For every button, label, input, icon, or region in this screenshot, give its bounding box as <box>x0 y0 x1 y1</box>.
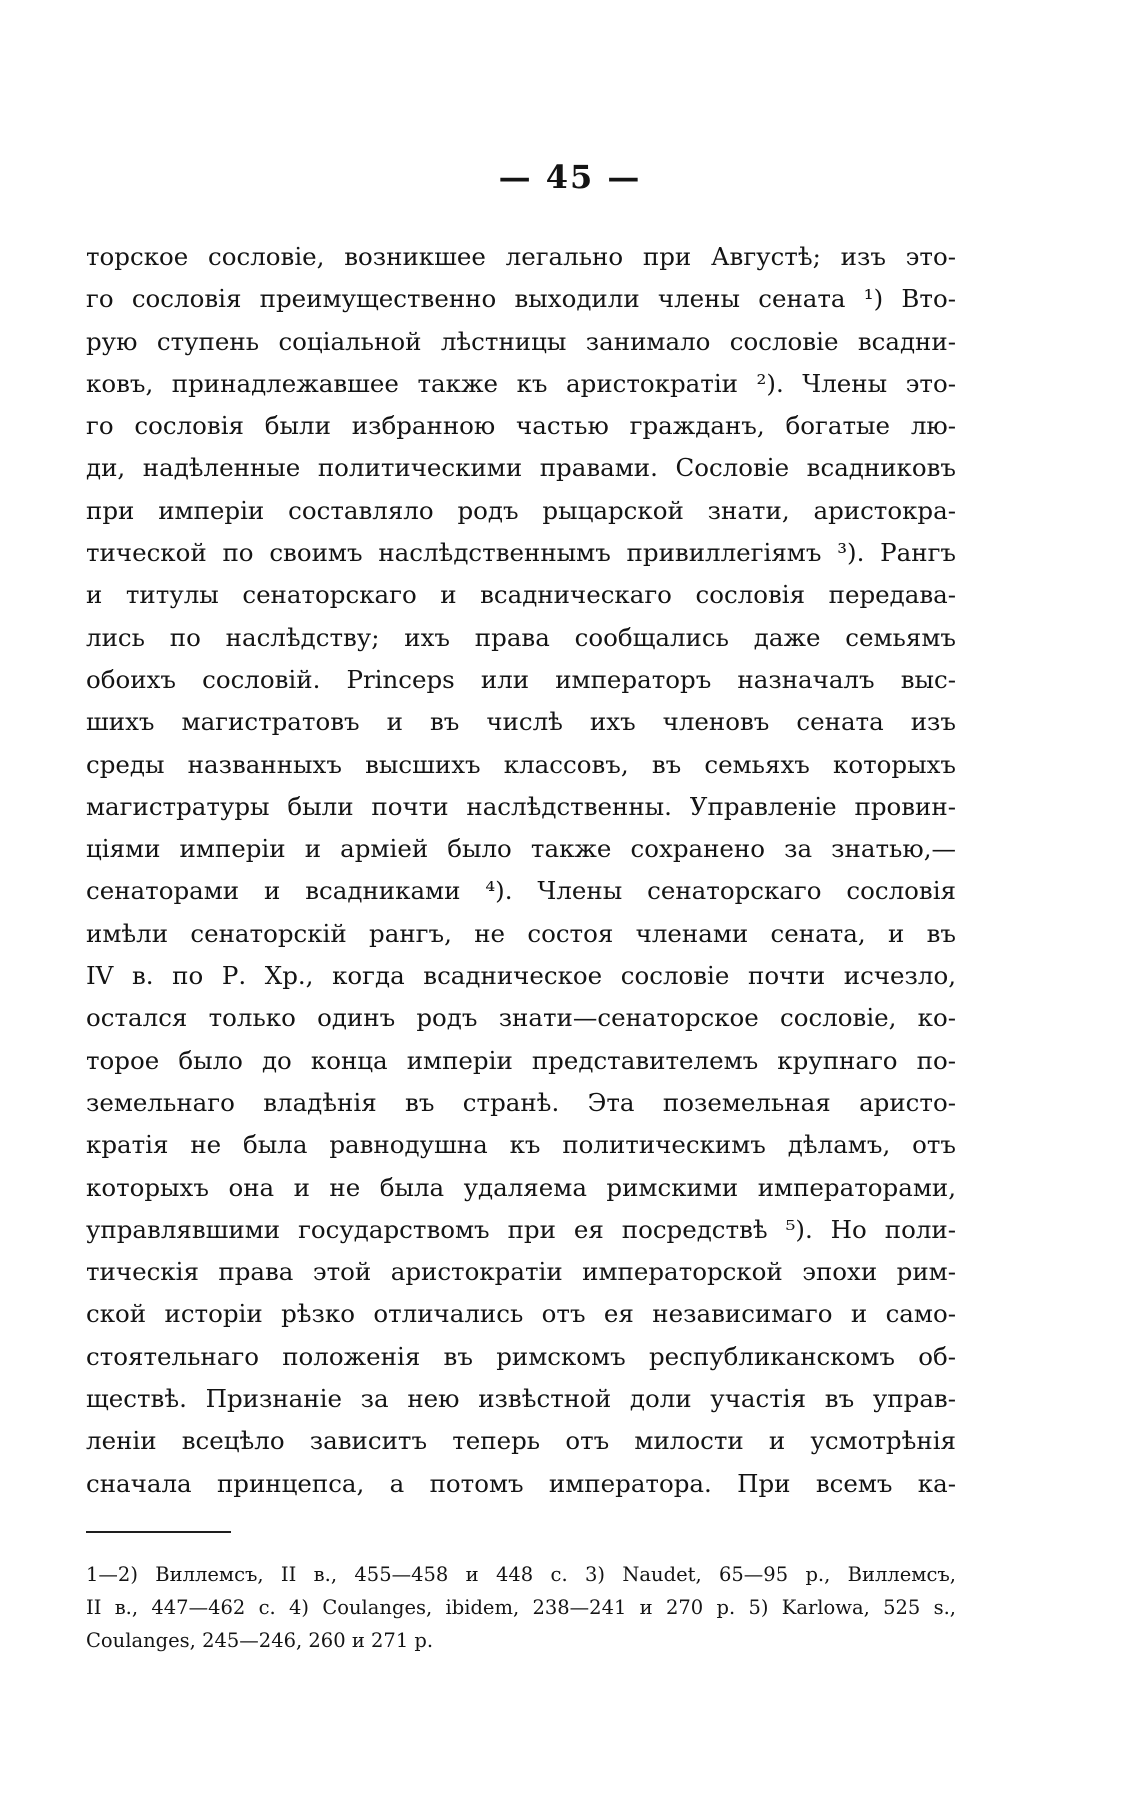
text-line: го сословія были избранною частью гражданъ, богатые лю- <box>86 411 956 441</box>
text-line: которыхъ она и не была удаляема римскими императорами, <box>86 1172 956 1202</box>
text-line: ковъ, принадлежавшее также къ аристократіи ²). Члены это- <box>86 368 956 398</box>
text-line: IV в. по Р. Хр., когда всадническое сословіе почти исчезло, <box>86 961 956 991</box>
text-line: ди, надѣленные политическими правами. Сословіе всадниковъ <box>86 453 956 483</box>
footnote-divider <box>86 1531 231 1533</box>
text-line: рую ступень соціальной лѣстницы занимало сословіе всадни- <box>86 326 956 356</box>
page-number: — 45 — <box>498 158 642 196</box>
text-line: тическія права этой аристократіи императорской эпохи рим- <box>86 1257 956 1287</box>
text-line: сенаторами и всадниками ⁴). Члены сенаторскаго сословія <box>86 876 956 906</box>
text-line: торское сословіе, возникшее легально при Августѣ; изъ это- <box>86 242 956 271</box>
footnotes <box>86 1558 956 1657</box>
text-line: стоятельнаго положенія въ римскомъ республиканскомъ об- <box>86 1341 956 1371</box>
text-line: при имперіи составляло родъ рыцарской знати, аристокра- <box>86 495 956 525</box>
text-line: и титулы сенаторскаго и всадническаго сословія передава- <box>86 580 956 610</box>
text-line: шихъ магистратовъ и въ числѣ ихъ членовъ сената изъ <box>86 707 956 737</box>
text-line: обоихъ сословій. Princeps или императоръ назначалъ выс- <box>86 664 956 694</box>
text-line: магистратуры были почти наслѣдственны. Управленіе провин- <box>86 791 956 821</box>
footnote-line: Coulanges, 245—246, 260 и 271 р. <box>86 1629 434 1652</box>
text-line: кратія не была равнодушна къ политическимъ дѣламъ, отъ <box>86 1130 956 1160</box>
text-line: остался только одинъ родъ знати—сенаторское сословіе, ко- <box>86 1003 956 1033</box>
text-line: управлявшими государствомъ при ея посредствѣ ⁵). Но поли- <box>86 1214 956 1244</box>
text-line: лись по наслѣдству; ихъ права сообщались даже семьямъ <box>86 622 956 652</box>
text-line: ществѣ. Признаніе за нею извѣстной доли участія въ управ- <box>86 1384 956 1414</box>
text-line: имѣли сенаторскій рангъ, не состоя членами сената, и въ <box>86 918 956 948</box>
text-line: леніи всецѣло зависитъ теперь отъ милости и усмотрѣнія <box>86 1426 956 1456</box>
body-text <box>86 236 956 1505</box>
text-line: ской исторіи рѣзко отличались отъ ея независимаго и само- <box>86 1299 956 1329</box>
text-line: среды названныхъ высшихъ классовъ, въ семьяхъ которыхъ <box>86 749 956 779</box>
text-line: ціями имперіи и арміей было также сохранено за знатью,— <box>86 834 956 864</box>
text-line: тической по своимъ наслѣдственнымъ привиллегіямъ ³). Рангъ <box>86 538 956 568</box>
text-line: торое было до конца имперіи представителемъ крупнаго по- <box>86 1045 956 1075</box>
text-line: го сословія преимущественно выходили члены сената ¹) Вто- <box>86 284 956 314</box>
footnote-line: II в., 447—462 с. 4) Coulanges, ibidem, 238—241 и 270 р. 5) Karlowa, 525 s., <box>86 1596 956 1619</box>
text-line: сначала принцепса, а потомъ императора. При всемъ ка- <box>86 1468 956 1498</box>
text-line: земельнаго владѣнія въ странѣ. Эта поземельная аристо- <box>86 1087 956 1117</box>
footnote-line: 1—2) Виллемсъ, II в., 455—458 и 448 с. 3) Naudet, 65—95 р., Виллемсъ, <box>86 1563 956 1586</box>
